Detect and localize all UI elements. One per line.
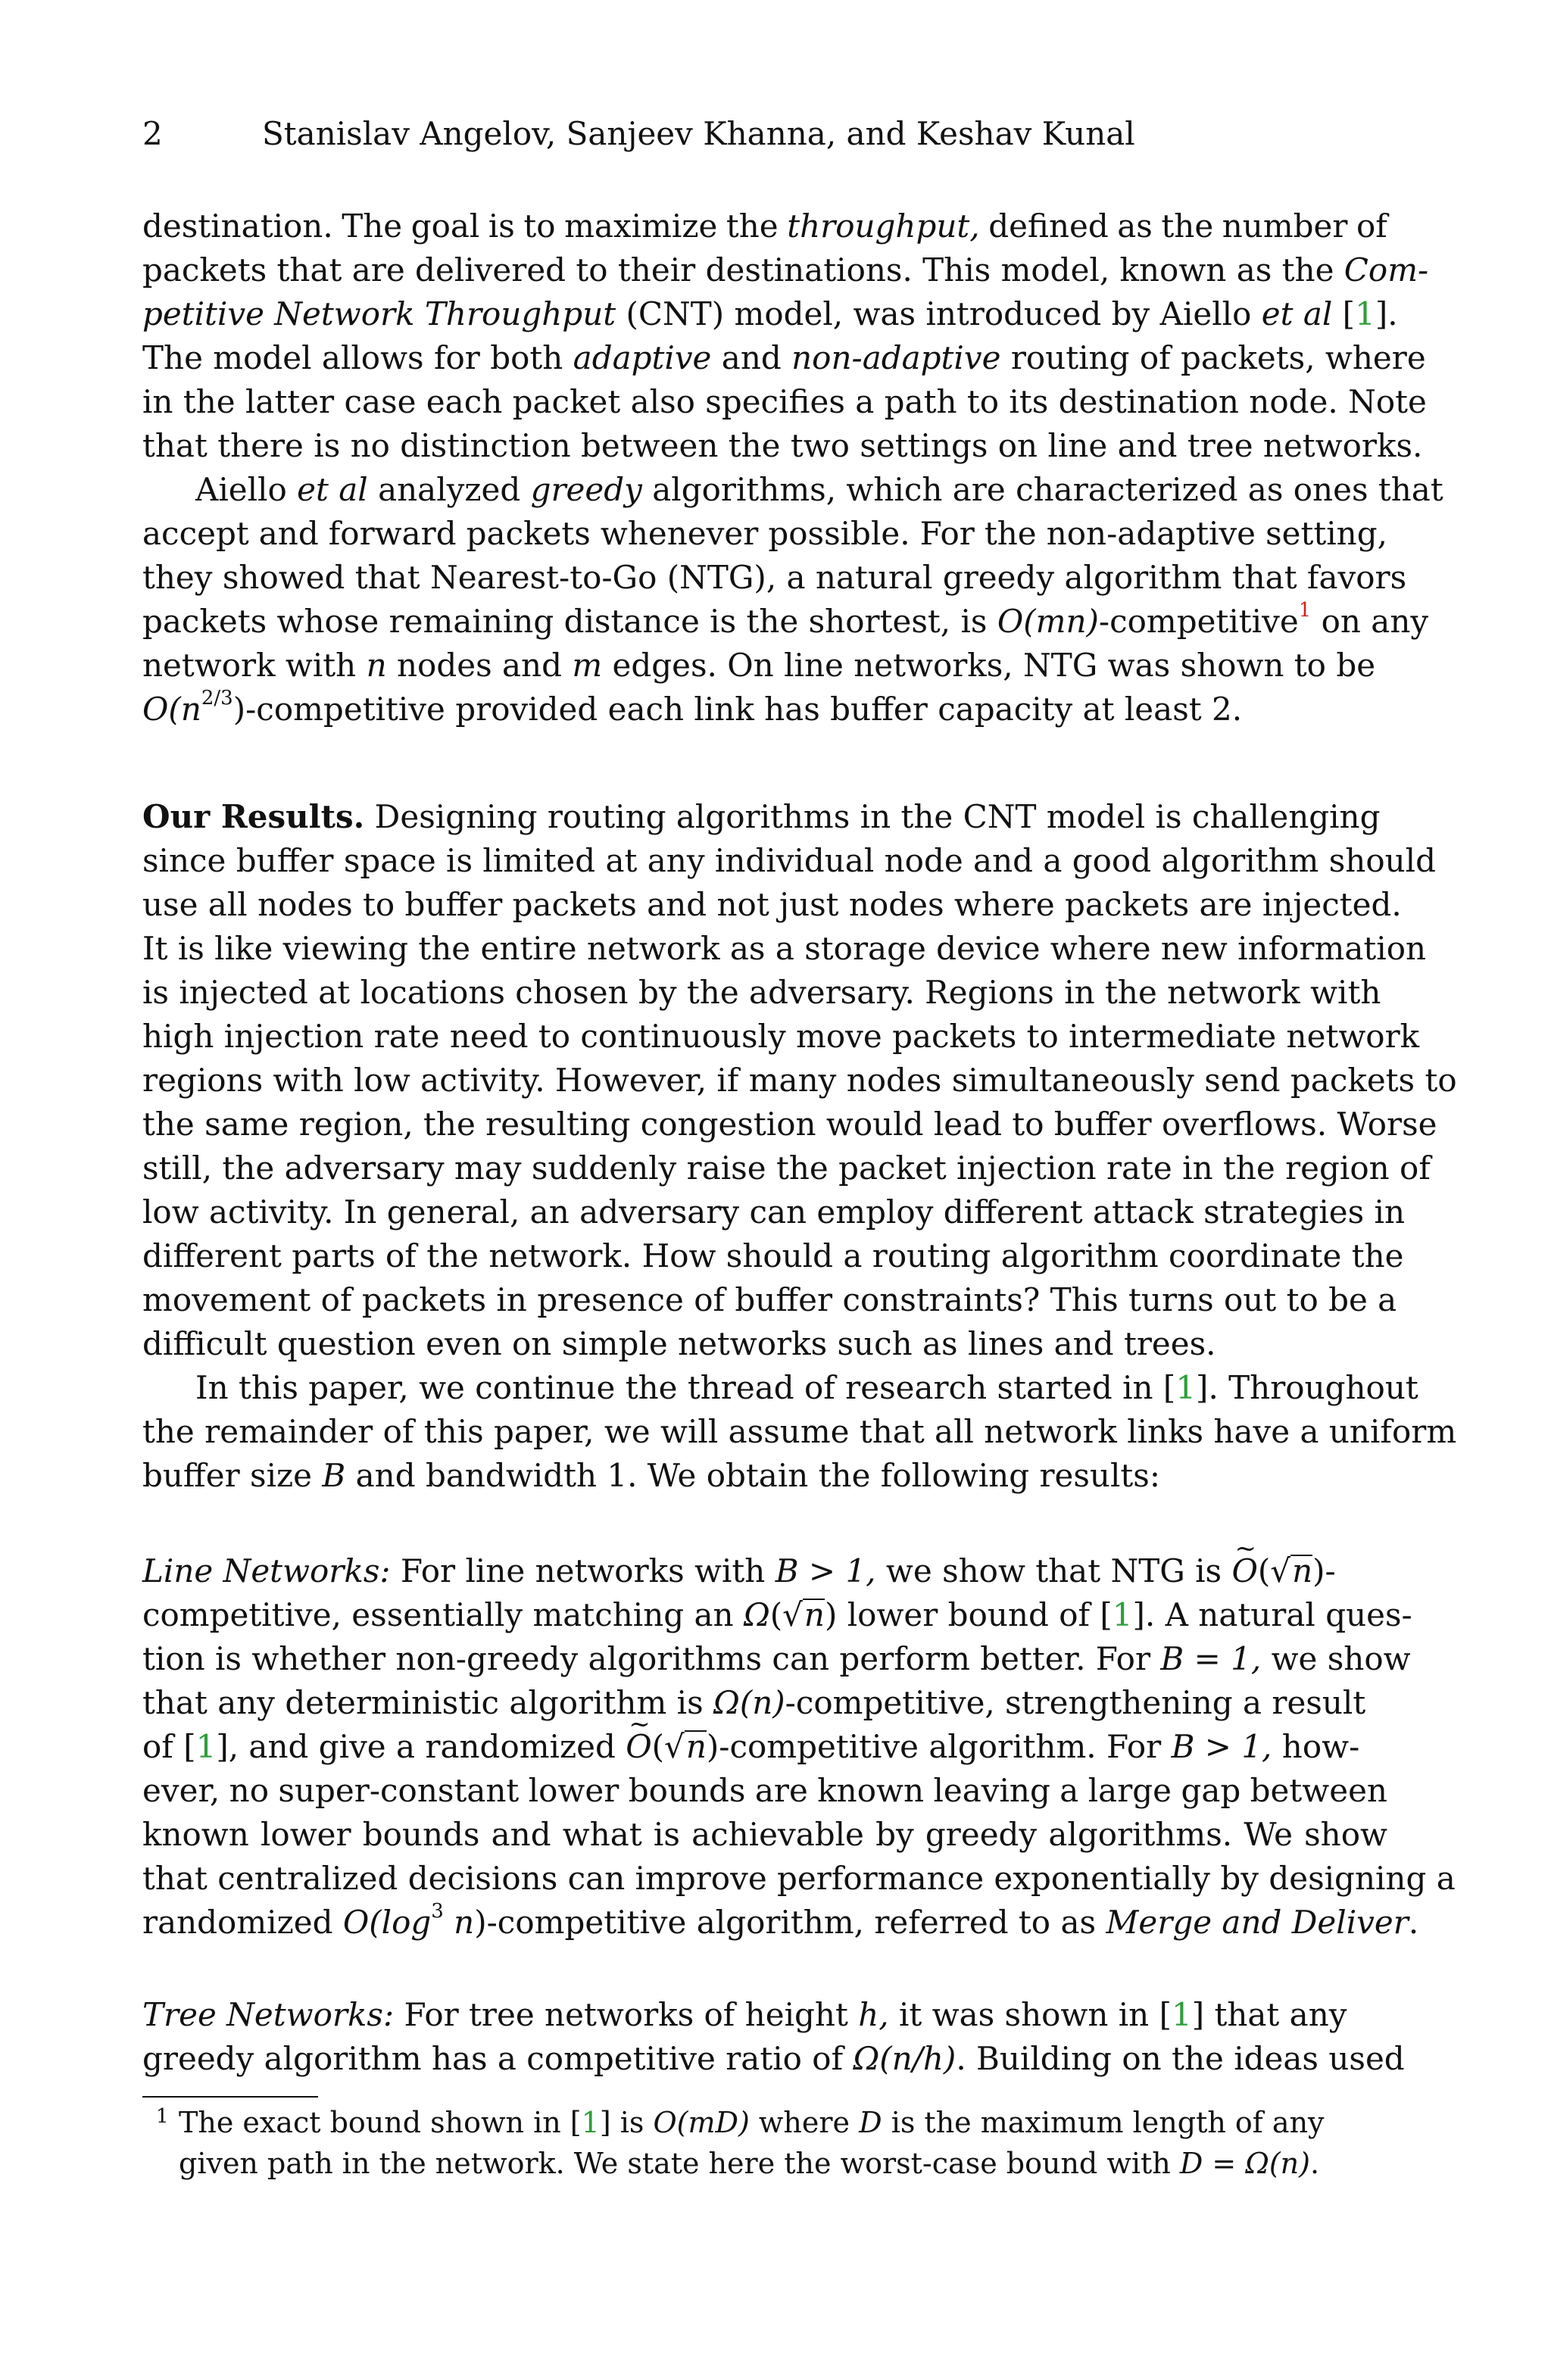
- text-line: the remainder of this paper, we will assume that all network links have a uniform: [142, 1413, 1457, 1450]
- text-line: buffer size B and bandwidth 1. We obtain the following results:: [142, 1457, 1160, 1494]
- text-line: randomized $O(\log^3$ n)-competitive algorithm, referred to as Merge and Deliver.: [142, 1900, 1419, 1941]
- text-line: competitive, essentially matching an Ω(√n) lower bound of [1]. A natural ques-: [142, 1596, 1412, 1633]
- text-line: movement of packets in presence of buffer constraints? This turns out to be a: [142, 1281, 1397, 1318]
- text-line: that any deterministic algorithm is Ω(n)-competitive, strengthening a result: [142, 1684, 1366, 1721]
- citation-link[interactable]: 1: [195, 1728, 217, 1765]
- citation-link[interactable]: 1: [581, 2106, 600, 2139]
- text-line: in the latter case each packet also specifies a path to its destination node. Note: [142, 383, 1427, 420]
- citation-link[interactable]: 1: [1175, 1369, 1197, 1406]
- text-line: of [1], and give a randomized ~ O(√n)-competitive algorithm. For B > 1, how-: [142, 1725, 1387, 1769]
- page-number: 2: [142, 115, 163, 152]
- footnote-line: given path in the network. We state here the worst-case bound with D = Ω(n).: [179, 2147, 1320, 2180]
- text-line: greedy algorithm has a competitive ratio of Ω(n/h). Building on the ideas used: [142, 2040, 1405, 2077]
- text-line: that centralized decisions can improve performance exponentially by designing a: [142, 1860, 1456, 1897]
- text-line: destination. The goal is to maximize the throughput, defined as the number of: [142, 207, 1387, 245]
- text-line: tion is whether non-greedy algorithms can perform better. For B = 1, we show: [142, 1640, 1411, 1677]
- text-line: The model allows for both adaptive and non-adaptive routing of packets, where: [142, 339, 1426, 376]
- citation-link[interactable]: 1: [1171, 1996, 1192, 2033]
- text-line: Tree Networks: For tree networks of height h, it was shown in [1] that any: [142, 1996, 1347, 2033]
- text-line: packets whose remaining distance is the shortest, is O(mn)-competitive$^1$ on any: [142, 599, 1429, 640]
- text-line: is injected at locations chosen by the adversary. Regions in the network with: [142, 974, 1381, 1011]
- text-line: still, the adversary may suddenly raise the packet injection rate in the region of: [142, 1149, 1431, 1187]
- text-line: It is like viewing the entire network as a storage device where new information: [142, 930, 1427, 967]
- running-head-authors: Stanislav Angelov, Sanjeev Khanna, and Keshav Kunal: [262, 115, 1135, 152]
- citation-link[interactable]: 1: [1112, 1596, 1133, 1633]
- subsection-title: Tree Networks:: [142, 1996, 395, 2033]
- text-line: difficult question even on simple networks such as lines and trees.: [142, 1325, 1216, 1362]
- text-line: packets that are delivered to their destinations. This model, known as the Com-: [142, 251, 1429, 289]
- text-line: that there is no distinction between the two settings on line and tree networks.: [142, 427, 1423, 464]
- footnote-rule: [142, 2096, 318, 2098]
- text-line: high injection rate need to continuously move packets to intermediate network: [142, 1018, 1420, 1055]
- text-line: regions with low activity. However, if many nodes simultaneously send packets to: [142, 1062, 1457, 1099]
- section-heading: Our Results.: [142, 798, 365, 835]
- text-line: petitive Network Throughput (CNT) model, was introduced by Aiello et al [1].: [142, 295, 1398, 332]
- text-line: they showed that Nearest-to-Go (NTG), a natural greedy algorithm that favors: [142, 559, 1407, 596]
- footnote-mark: 1: [156, 2105, 169, 2128]
- subsection-title: Line Networks:: [142, 1552, 391, 1589]
- text-line: known lower bounds and what is achievable by greedy algorithms. We show: [142, 1816, 1387, 1853]
- text-line: Line Networks: For line networks with B > 1, we show that NTG is ~ O(√n)-: [142, 1549, 1387, 1593]
- text-line: network with n nodes and m edges. On line networks, NTG was shown to be: [142, 647, 1376, 684]
- text-line: $O(n^{2/3})$-competitive provided each link has buffer capacity at least 2.: [142, 687, 1243, 728]
- text-line: different parts of the network. How should a routing algorithm coordinate the: [142, 1237, 1404, 1274]
- text-line: ever, no super-constant lower bounds are known leaving a large gap between: [142, 1772, 1387, 1809]
- text-line: Aiello et al analyzed greedy algorithms, which are characterized as ones that: [195, 471, 1443, 508]
- text-line: In this paper, we continue the thread of research started in [1]. Throughout: [195, 1369, 1418, 1406]
- text-line: accept and forward packets whenever possible. For the non-adaptive setting,: [142, 515, 1387, 552]
- footnote-line: The exact bound shown in [1] is O(mD) where D is the maximum length of any: [179, 2106, 1325, 2139]
- text-line: low activity. In general, an adversary can employ different attack strategies in: [142, 1193, 1405, 1231]
- footnote-marker[interactable]: 1: [1298, 599, 1312, 622]
- text-line: use all nodes to buffer packets and not just nodes where packets are injected.: [142, 886, 1402, 923]
- citation-link[interactable]: 1: [1355, 295, 1375, 332]
- text-line: since buffer space is limited at any individual node and a good algorithm should: [142, 842, 1436, 879]
- text-line: Our Results. Designing routing algorithms in the CNT model is challenging: [142, 798, 1381, 835]
- text-line: the same region, the resulting congestion would lead to buffer overflows. Worse: [142, 1106, 1437, 1143]
